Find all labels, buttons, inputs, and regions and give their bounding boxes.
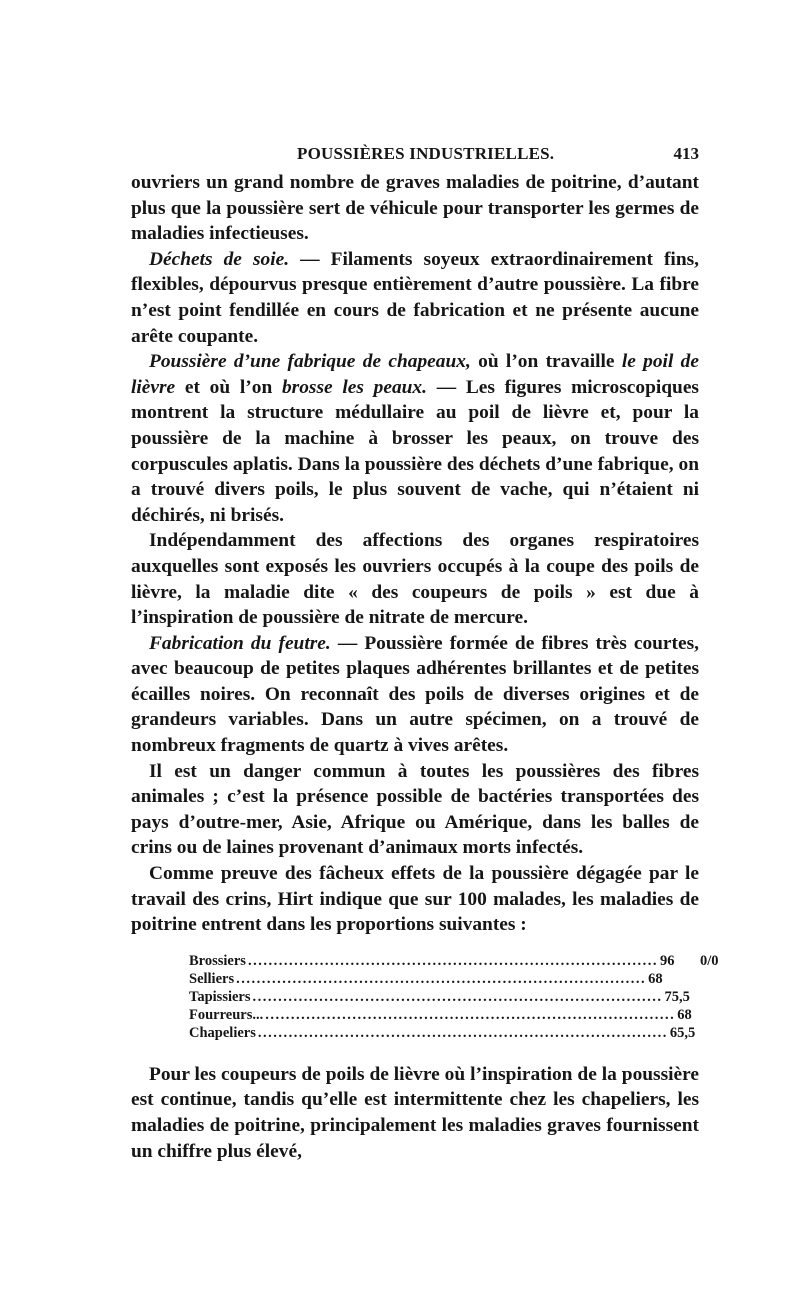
- paragraph-text: où l’on travaille: [470, 351, 622, 373]
- paragraph-text: Pour les coupeurs de poils de lièvre où l’inspiration de la poussière est continue, tandis qu’elle est intermittente chez les chapeliers, les maladies de poitrine, principalement les maladies graves fournissent un chiffre plus élevé,: [131, 1063, 699, 1162]
- row-value: 68: [648, 970, 663, 987]
- leader-dots: ................................................................................: [252, 988, 663, 1005]
- paragraph-text: Indépendamment des affections des organes respiratoires auxquelles sont exposés les ouvriers occupés à la coupe des poils de lièvre, la maladie dite « des coupeurs de poils » est due à l’inspiration de poussière de nitrate de mercure.: [131, 530, 699, 629]
- row-label: Fourreurs...: [189, 1006, 264, 1023]
- paragraph-hirt: [131, 861, 699, 938]
- paragraph-fabrique-chapeaux: [131, 349, 699, 528]
- paragraph-danger-commun: [131, 759, 699, 861]
- row-label: Selliers: [189, 970, 235, 987]
- paragraph-lead: Fabrication du feutre.: [149, 632, 331, 654]
- page-body: [131, 170, 719, 1164]
- paragraph-text: ouvriers un grand nombre de graves maladies de poitrine, d’autant plus que la poussière sert de véhicule pour transporter les germes de maladies infectieuses.: [131, 172, 699, 245]
- row-label: Brossiers: [189, 952, 246, 969]
- paragraph-lead: Poussière d’une fabrique de chapeaux,: [149, 351, 471, 373]
- running-header: [131, 140, 699, 166]
- paragraph-continuation: [131, 170, 699, 247]
- paragraph-emphasis: le poil de lièvre: [131, 351, 699, 398]
- row-value: 68: [677, 1006, 692, 1023]
- leader-dots: ................................................................................: [247, 952, 658, 969]
- row-value: 96: [659, 952, 675, 969]
- paragraph-text: — Poussière formée de fibres très courtes, avec beaucoup de petites plaques adhérentes brillantes et de petites écailles noires. On reconnaît des poils de diverses origines et de grandeurs variables. Dans un autre spécimen, on a trouvé de nombreux fragments de quartz à vives arêtes.: [131, 632, 699, 757]
- paragraph-text: Il est un danger commun à toutes les poussières des fibres animales ; c’est la présence possible de bactéries transportées des pays d’outre-mer, Asie, Afrique ou Amérique, dans les balles de crins ou de laines provenant d’animaux morts infectés.: [131, 760, 699, 859]
- paragraph-fabrication-feutre: [131, 631, 699, 759]
- paragraph-text: et où l’on: [175, 376, 282, 398]
- row-value: 75,5: [664, 988, 690, 1005]
- paragraph-lead: Déchets de soie.: [149, 248, 290, 270]
- page-number: 413: [673, 144, 699, 163]
- table-row: [189, 1006, 692, 1024]
- paragraph-coupeurs-poils: [131, 528, 699, 630]
- leader-dots: ................................................................................: [236, 970, 647, 987]
- row-label: Tapissiers: [189, 988, 251, 1005]
- running-title: POUSSIÈRES INDUSTRIELLES.: [297, 144, 555, 163]
- table-row: [189, 952, 719, 970]
- table-row: [189, 1024, 696, 1042]
- leader-dots: ................................................................................: [257, 1024, 668, 1041]
- table-row: [189, 988, 690, 1006]
- paragraph-text: — Filaments soyeux extraordinairement fins, flexibles, dépourvus presque entièrement d’autre poussière. La fibre n’est point fendillée en cours de fabrication et ne présente aucune arête coupante.: [131, 248, 699, 347]
- table-row: [189, 970, 663, 988]
- row-value: 65,5: [669, 1024, 696, 1041]
- proportions-table: [189, 952, 719, 1042]
- paragraph-closing: [131, 1062, 699, 1164]
- paragraph-emphasis: brosse les peaux.: [281, 376, 427, 398]
- row-unit: 0/0: [699, 952, 719, 969]
- paragraph-dechets-de-soie: [131, 247, 699, 349]
- leader-dots: ................................................................................: [265, 1006, 676, 1023]
- paragraph-text: Comme preuve des fâcheux effets de la poussière dégagée par le travail des crins, Hirt indique que sur 100 malades, les maladies de poitrine entrent dans les proportions suivantes :: [131, 863, 699, 936]
- paragraph-text: — Les figures microscopiques montrent la structure médullaire au poil de lièvre et, pour la poussière de la machine à brosser les peaux, on trouve des corpuscules aplatis. Dans la poussière des déchets d’une fabrique, on a trouvé divers poils, le plus souvent de vache, qui n’étaient ni déchirés, ni brisés.: [131, 376, 699, 526]
- row-label: Chapeliers: [189, 1024, 256, 1041]
